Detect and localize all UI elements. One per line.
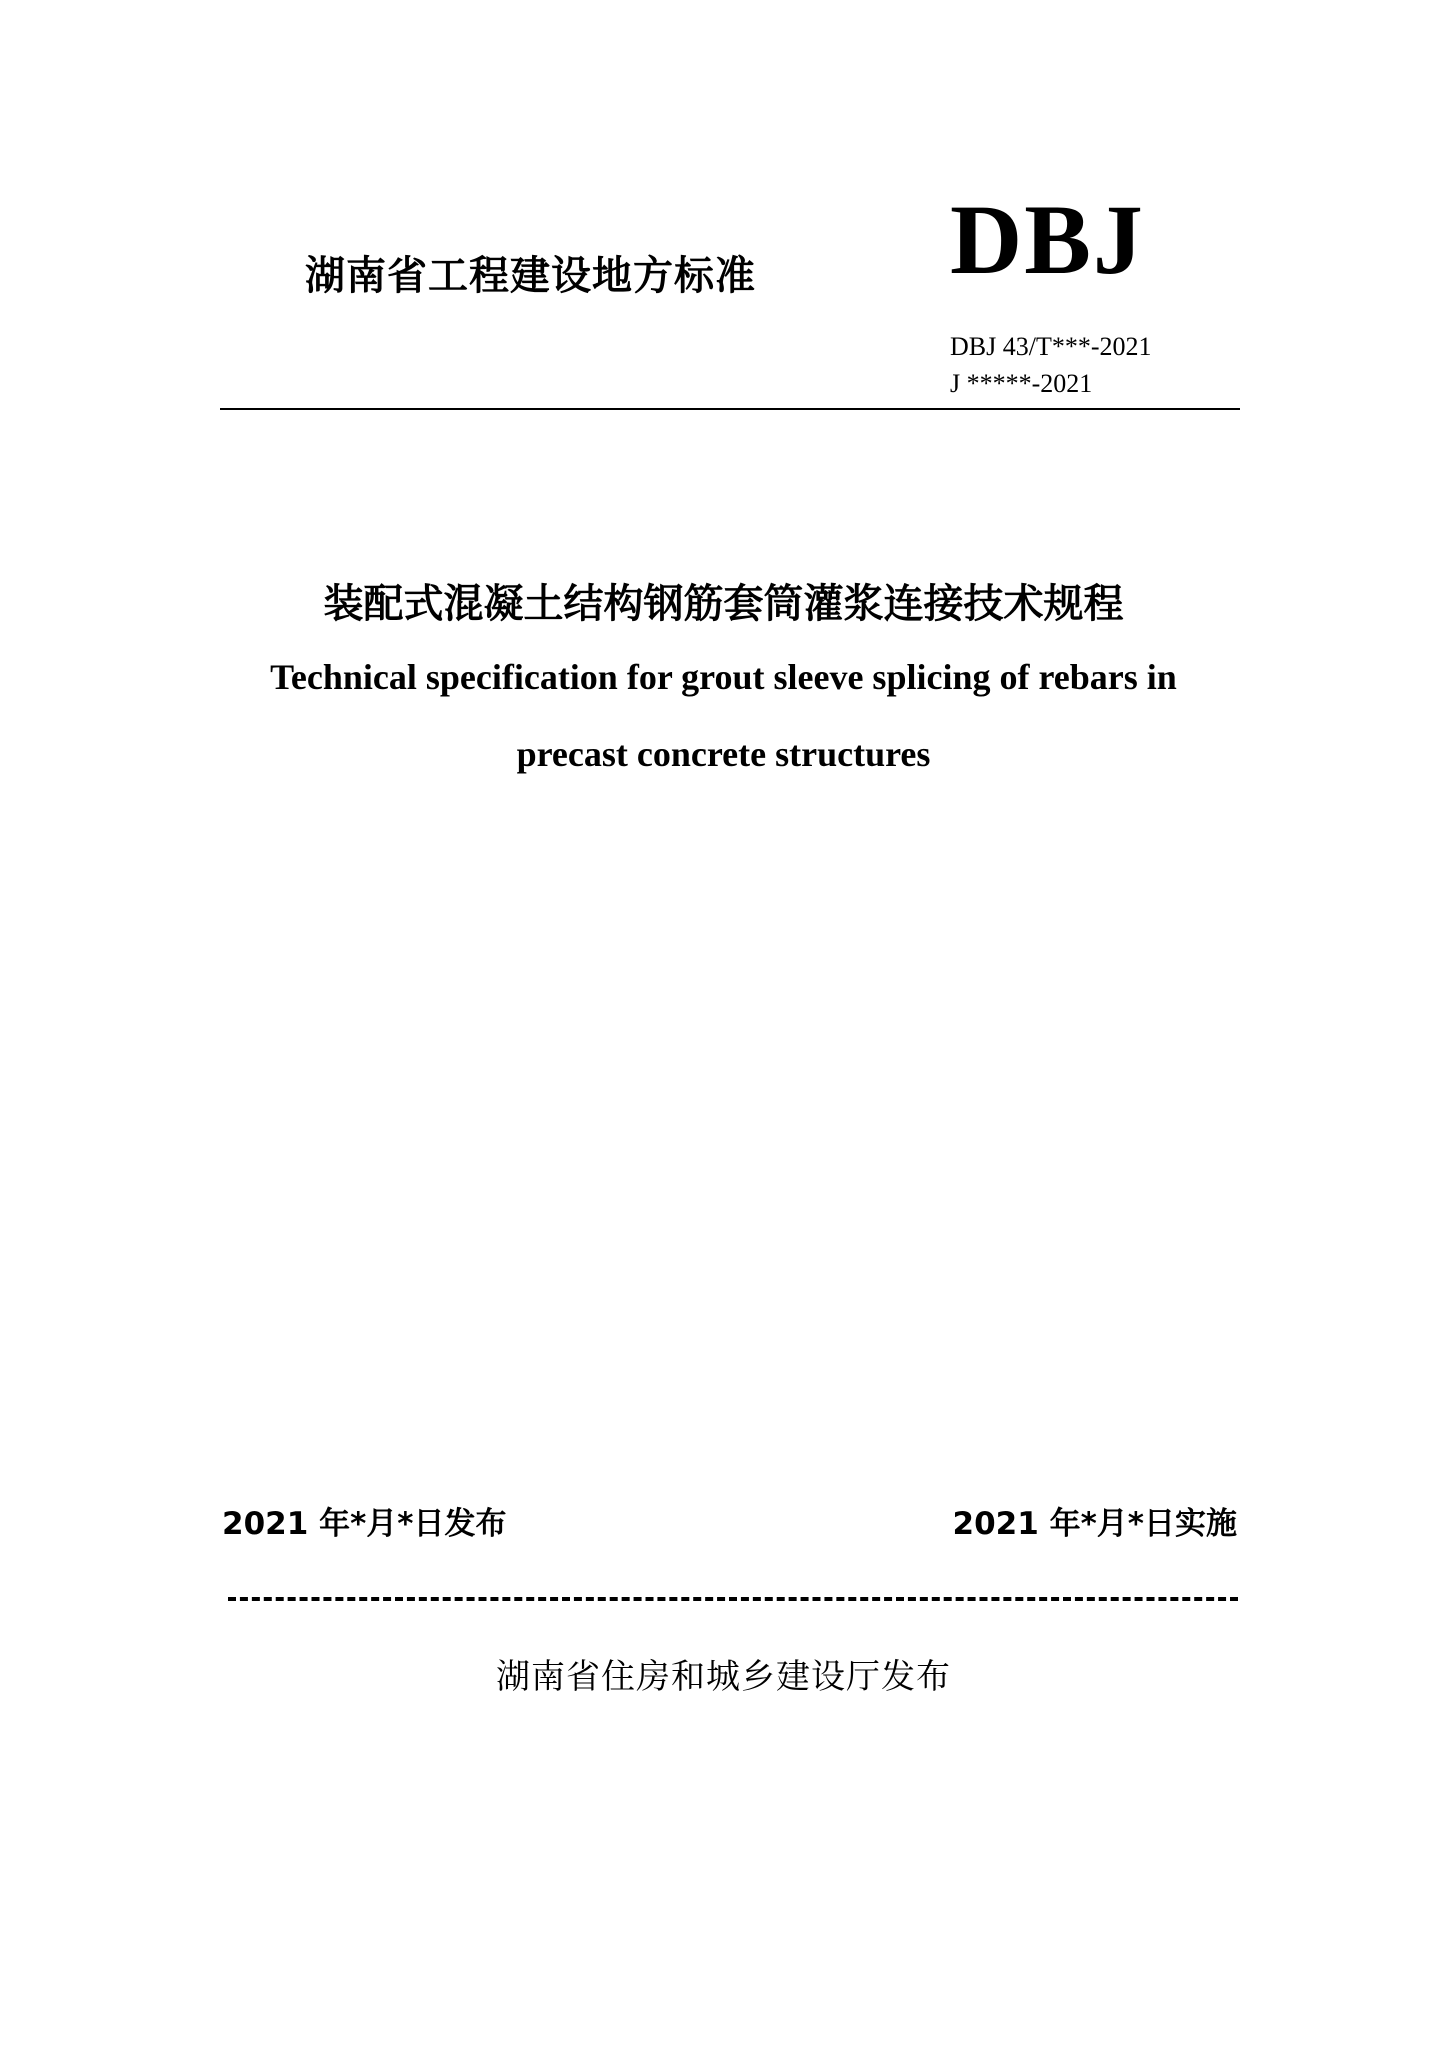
dbj-logo: DBJ: [950, 184, 1145, 295]
standard-category: 湖南省工程建设地方标准: [305, 253, 756, 299]
implementation-date: 2021 年*月*日实施: [952, 1506, 1237, 1542]
dashed-divider: [228, 1597, 1238, 1601]
document-title-english-line2: precast concrete structures: [516, 734, 931, 774]
record-code: J *****-2021: [950, 369, 1093, 398]
document-title-english-line1: Technical specification for grout sleeve splicing of rebars in: [270, 657, 1177, 697]
publisher: 湖南省住房和城乡建设厅发布: [496, 1657, 951, 1697]
issue-date: 2021 年*月*日发布: [222, 1506, 507, 1542]
standard-code: DBJ 43/T***-2021: [950, 332, 1152, 361]
document-title-chinese: 装配式混凝土结构钢筋套筒灌浆连接技术规程: [323, 581, 1124, 627]
header-divider: [220, 408, 1240, 410]
